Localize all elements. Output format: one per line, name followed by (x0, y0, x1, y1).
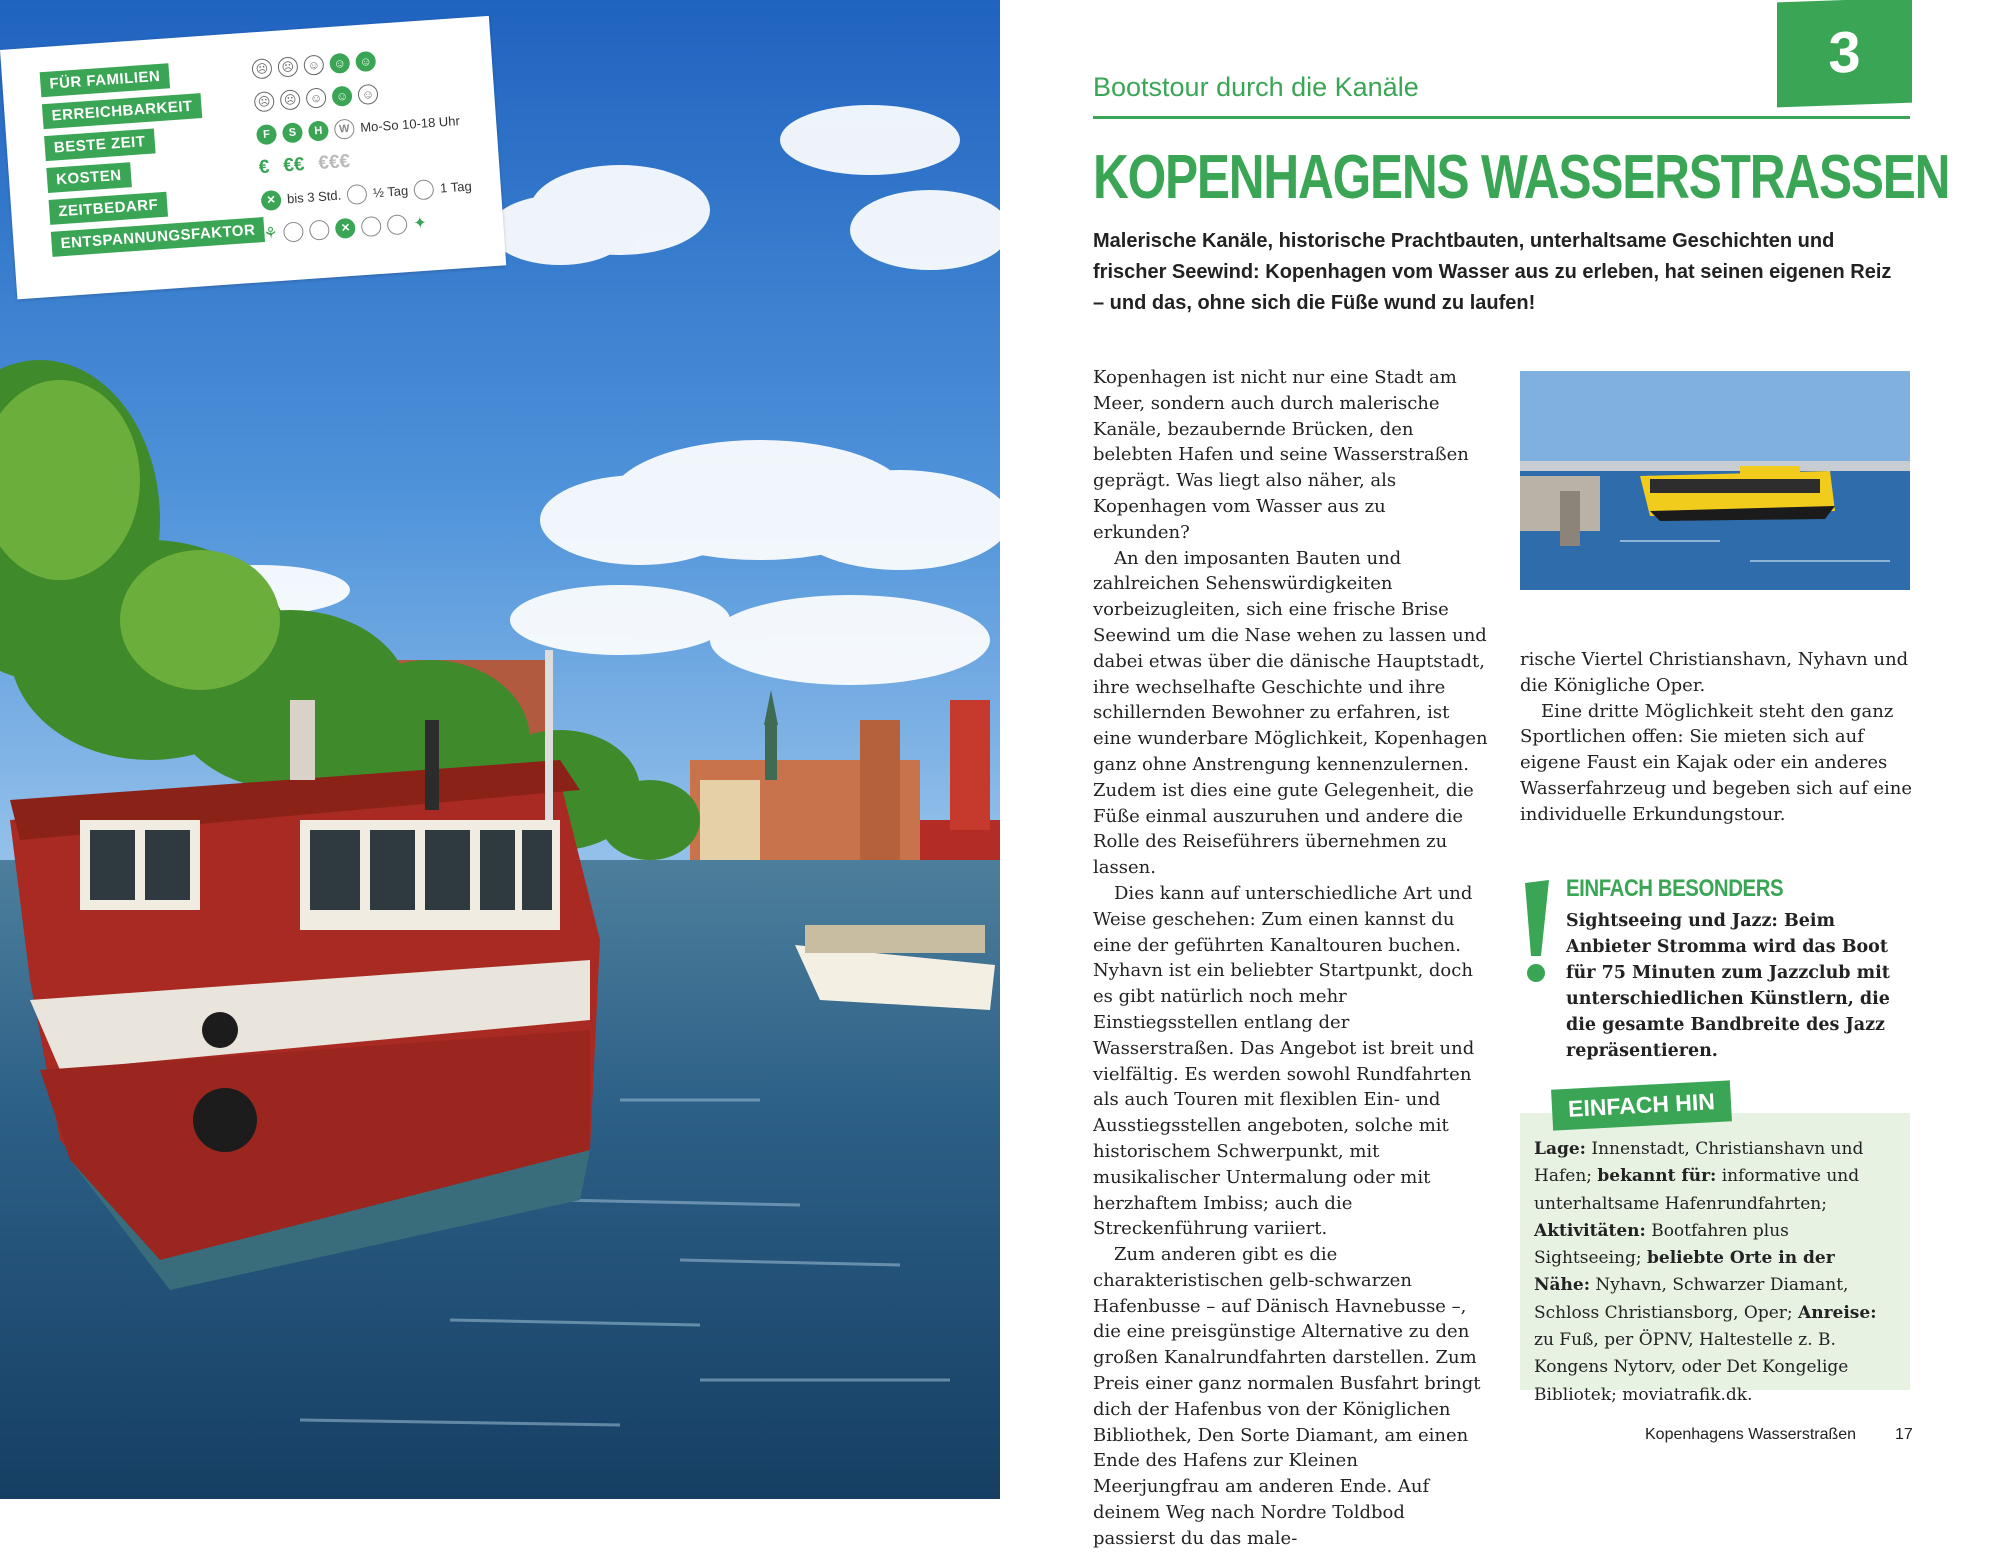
text-column-1 (1093, 365, 1488, 1552)
relax-icon: ⚘ (262, 224, 279, 243)
smiley-icon: ☺ (329, 52, 350, 73)
info-text: Nyhavn, Schwarzer Diamant, Schloss Christiansborg, Oper; (1534, 1275, 1849, 1323)
rating-label-costs: KOSTEN (46, 162, 131, 193)
info-text: Innenstadt, Christianshavn und Hafen; (1534, 1139, 1864, 1187)
smiley-icon: ☹ (279, 89, 300, 110)
info-label: Lage: (1534, 1139, 1586, 1159)
empty-circle-icon (413, 179, 434, 200)
smiley-icon: ☺ (331, 85, 352, 106)
chapter-number: 3 (1777, 0, 1912, 107)
cost-level-3: €€€ (317, 150, 351, 174)
smiley-icon: ☺ (303, 54, 324, 75)
empty-circle-icon (387, 214, 408, 235)
paragraph: Kopenhagen ist nicht nur eine Stadt am Meer, sondern auch durch malerische Kanäle, bezaubernde Brücken, den belebten Hafen und seine Wasserstraßen geprägt. Was liegt also näher, als Kopenhagen vom Wasser aus zu erkunden? (1093, 367, 1469, 543)
paragraph: rische Viertel Christianshavn, Nyhavn und die Königliche Oper. (1520, 649, 1909, 696)
smiley-icon: ☹ (254, 91, 275, 112)
tip-text: Sightseeing und Jazz: Beim Anbieter Stromma wird das Boot für 75 Minuten zum Jazzclub mit unterschiedlichen Künstlern, die die gesamte Bandbreite des Jazz repräsentieren. (1566, 911, 1890, 1061)
smiley-icon: ☹ (251, 58, 272, 79)
empty-circle-icon (309, 219, 330, 240)
paragraph: Zum anderen gibt es die charakteristischen gelb-schwarzen Hafenbusse – auf Dänisch Havnebusse –, die eine preisgünstige Alternative zu den großen Kanalrundfahrten darstellen. Zum Preis einer ganz normalen Busfahrt bringt dich der Hafenbus von der Königlichen Bibliothek, Den Sorte Diamant, am einen Ende des Hafens zur Kleinen Meerjungfrau am anderen Ende. Auf deinem Weg nach Nordre Toldbod passierst du das male- (1093, 1244, 1481, 1549)
smiley-icon: ☺ (355, 50, 376, 71)
page-title: KOPENHAGENS WASSERSTRASSEN (1093, 143, 1950, 212)
empty-circle-icon (361, 215, 382, 236)
cost-level-1: € (258, 156, 271, 178)
section-kicker: Bootstour durch die Kanäle (1093, 72, 1419, 102)
sport-icon: ✦ (412, 214, 428, 233)
smiley-icon: ☺ (357, 83, 378, 104)
info-box (1520, 1113, 1910, 1405)
time-option-3h: bis 3 Std. (286, 187, 342, 207)
time-option-half-day: ½ Tag (372, 182, 409, 201)
page-number: 17 (1895, 1426, 1913, 1443)
info-text: zu Fuß, per ÖPNV, Haltestelle z. B. Kongens Nytorv, oder Det Kongelige Bibliotek; moviatrafik.dk. (1534, 1330, 1849, 1405)
season-autumn: H (308, 120, 329, 141)
cross-icon: ✕ (335, 217, 356, 238)
info-label: beliebte Orte in der Nähe: (1534, 1248, 1835, 1296)
running-footer: Kopenhagens Wasserstraßen (1645, 1426, 1857, 1443)
rating-label-best-time: BESTE ZEIT (44, 128, 155, 161)
rating-label-relaxation: ENTSPANNUNGSFAKTOR (51, 217, 265, 257)
smiley-icon: ☺ (305, 87, 326, 108)
season-spring: F (256, 123, 277, 144)
rating-label-families: FÜR FAMILIEN (40, 63, 170, 97)
divider (1093, 116, 1910, 119)
paragraph: Eine dritte Möglichkeit steht den ganz Sportlichen offen: Sie mieten sich auf eigene Faust ein Kajak oder ein anderes Wasserfahrzeug und begeben sich auf eine individuelle Erkundungstour. (1520, 700, 1912, 825)
info-text: informative und unterhaltsame Hafenrundfahrten; (1534, 1166, 1860, 1214)
info-label: Aktivitäten: (1534, 1220, 1646, 1241)
tip-title: EINFACH BESONDERS (1566, 875, 1784, 902)
info-label: bekannt für: (1597, 1166, 1717, 1187)
exclamation-icon (1517, 878, 1557, 988)
rating-labels (40, 57, 266, 263)
empty-circle-icon (283, 221, 304, 242)
lead-paragraph: Malerische Kanäle, historische Prachtbauten, unterhaltsame Geschichten und frischer Seewind: Kopenhagen vom Wasser aus zu erleben, hat seinen eigenen Reiz – und das, ohne sich die Füße wund zu laufen! (1093, 230, 1892, 314)
paragraph: An den imposanten Bauten und zahlreichen Sehenswürdigkeiten vorbeizugleiten, sich eine frische Brise Seewind um die Nase wehen zu lassen und dabei etwas über die dänische Hauptstadt, ihre wechselhafte Geschichte und ihre schillernden Bewohner zu erfahren, ist eine wunderbare Möglichkeit, Kopenhagen ganz ohne Anstrengung kennenzulernen. Zudem ist dies eine gute Gelegenheit, die Füße einmal auszuruhen und andere die Rolle des Reiseführers übernehmen zu lassen. (1093, 547, 1488, 879)
rating-card (0, 16, 506, 300)
cost-level-2: €€ (282, 153, 306, 176)
time-option-day: 1 Tag (439, 178, 473, 196)
rating-label-time-needed: ZEITBEDARF (49, 192, 168, 225)
right-page (1000, 0, 2000, 1549)
harbour-bus-photo (1520, 371, 1910, 590)
opening-hours: Mo-So 10-18 Uhr (359, 113, 461, 136)
rating-label-reachability: ERREICHBARKEIT (42, 93, 203, 129)
info-box-title: EINFACH HIN (1551, 1080, 1732, 1130)
paragraph: Dies kann auf unterschiedliche Art und Weise geschehen: Zum einen kannst du eine der geführten Kanaltouren buchen. Nyhavn ist ein beliebter Startpunkt, doch es gibt natürlich noch mehr Einstiegsstellen entlang der Wasserstraßen. Das Angebot ist breit und vielfältig. Es werden sowohl Rundfahrten als auch Touren mit flexiblen Ein- und Ausstiegsstellen angeboten, solche mit historischem Schwerpunkt, mit musikalischer Untermalung oder mit herzhaftem Imbiss; auch die Streckenführung variiert. (1093, 882, 1475, 1240)
text-column-2 (1520, 647, 1915, 828)
info-label: Anreise: (1798, 1302, 1877, 1323)
empty-circle-icon (346, 183, 367, 204)
season-winter: W (334, 118, 355, 139)
cross-icon: ✕ (260, 189, 281, 210)
smiley-icon: ☹ (277, 56, 298, 77)
info-text: Bootfahren plus Sightseeing; (1534, 1220, 1789, 1269)
season-summer: S (282, 122, 303, 143)
rating-values (251, 38, 475, 250)
